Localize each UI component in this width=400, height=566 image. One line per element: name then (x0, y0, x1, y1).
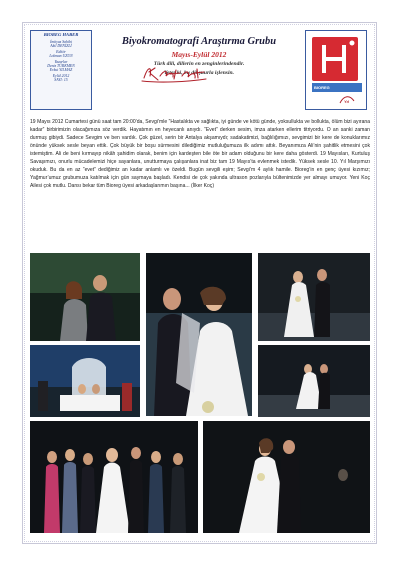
quote-line: Türk dili, dillerin en zenginlerindendir. (153, 61, 245, 67)
owner-name: Akil DENİZLİ (50, 43, 72, 48)
writer-name: Deniz TÜRKMEN (47, 63, 75, 68)
wedding-photo (146, 253, 252, 416)
issue-number: SAYI: 15 (54, 77, 68, 82)
owner-label: İmtiyaz Sahibi (50, 39, 72, 44)
group-title: Biyokromatografi Araştırma Grubu (121, 36, 277, 47)
editor-label: Editör (56, 49, 66, 54)
logo-caption: Yıl (344, 99, 349, 104)
masthead-box (30, 30, 92, 110)
writers-label: Yazarlar (54, 59, 68, 64)
wedding-photo (258, 345, 370, 417)
wedding-photo (30, 421, 198, 533)
quote-line: Yeter ki, bu dil şuurla işlensin. (163, 69, 235, 76)
writer-name: Erkut YILMAZ (49, 67, 73, 72)
wedding-photo (258, 253, 370, 341)
ataturk-signature (140, 62, 210, 84)
editor-name: Lokman UZUN (49, 53, 73, 58)
bioreg-logo-box (305, 30, 367, 110)
issue-period: Eylül 2012 (52, 73, 70, 78)
issue-date: Mayıs-Eylül 2012 (171, 50, 227, 59)
masthead-title: BIOREG HABER (43, 32, 79, 37)
logo-label: BIOREG (314, 85, 330, 90)
wedding-photo (203, 421, 370, 533)
wedding-photo (30, 253, 140, 341)
bioreg-logo-icon (306, 31, 368, 111)
wedding-photo (30, 345, 140, 417)
article-text: 19 Mayıs 2012 Cumartesi günü saat tam 20:00’da, Sevgi’mle “Hastalıkta ve sağlıkta, iyi günde ve kötü günde, yoksullukta ve bollukta, ölüm bizi ayırana kadar” birbirimizin olacağımıza söz verdik. Hayatımın en heyecanlı anıydı. “Evet” derken sesim, imza atarken ellerim titriyordu. O an sanki zaman durmuş gibiydi. Sadece Sevgim ve ben vardık. Çok güzel, serin bir Antalya akşamıydı; sadakatimizi, bağlılığımızı, sevgimizi bir kere de konuklarımız önünde yüksek sesle beyan ettik. Çok büyük bir boşu sürmesini dilediğimiz mutluluğumuza ilk adımı attık. Beyanımıza Ali’nin şahitlik etmesini çok istemiştim. Ali de beni kırmayıp nikâh şahidim olarak, benim için kardeşten bile öte bir adam olduğunu bir kere daha gösterdi. 19 Mayısları, Kurtuluş Savaşımızı, onurlu mücadelemizi hiçe sayanlara, unutturmaya çalışanlara inat biz tam 19 Mayıs’ta evlenmek istedik. Yüksek sesle 10. Yıl Marşımızı okuduk. Bu da en az “evet” dediğimiz an kadar anlamlı ve özeldi. Bugün sevgili eşim; Sevgi’m 4 aylık hamile. Bioreg’in en genç üyesi kızımız; Yağmur’umuz grubumuza katılmak için gün saymaya başladı. Kendisi de çok yakında ultrason pozlarıyla bültenimizde yer almayı umuyor. Yeni Koç Ailesi çok mutlu. Dansı bekar tüm Bioreg üyesi arkadaşlarımın başına... (İlker Koç) (30, 119, 370, 189)
